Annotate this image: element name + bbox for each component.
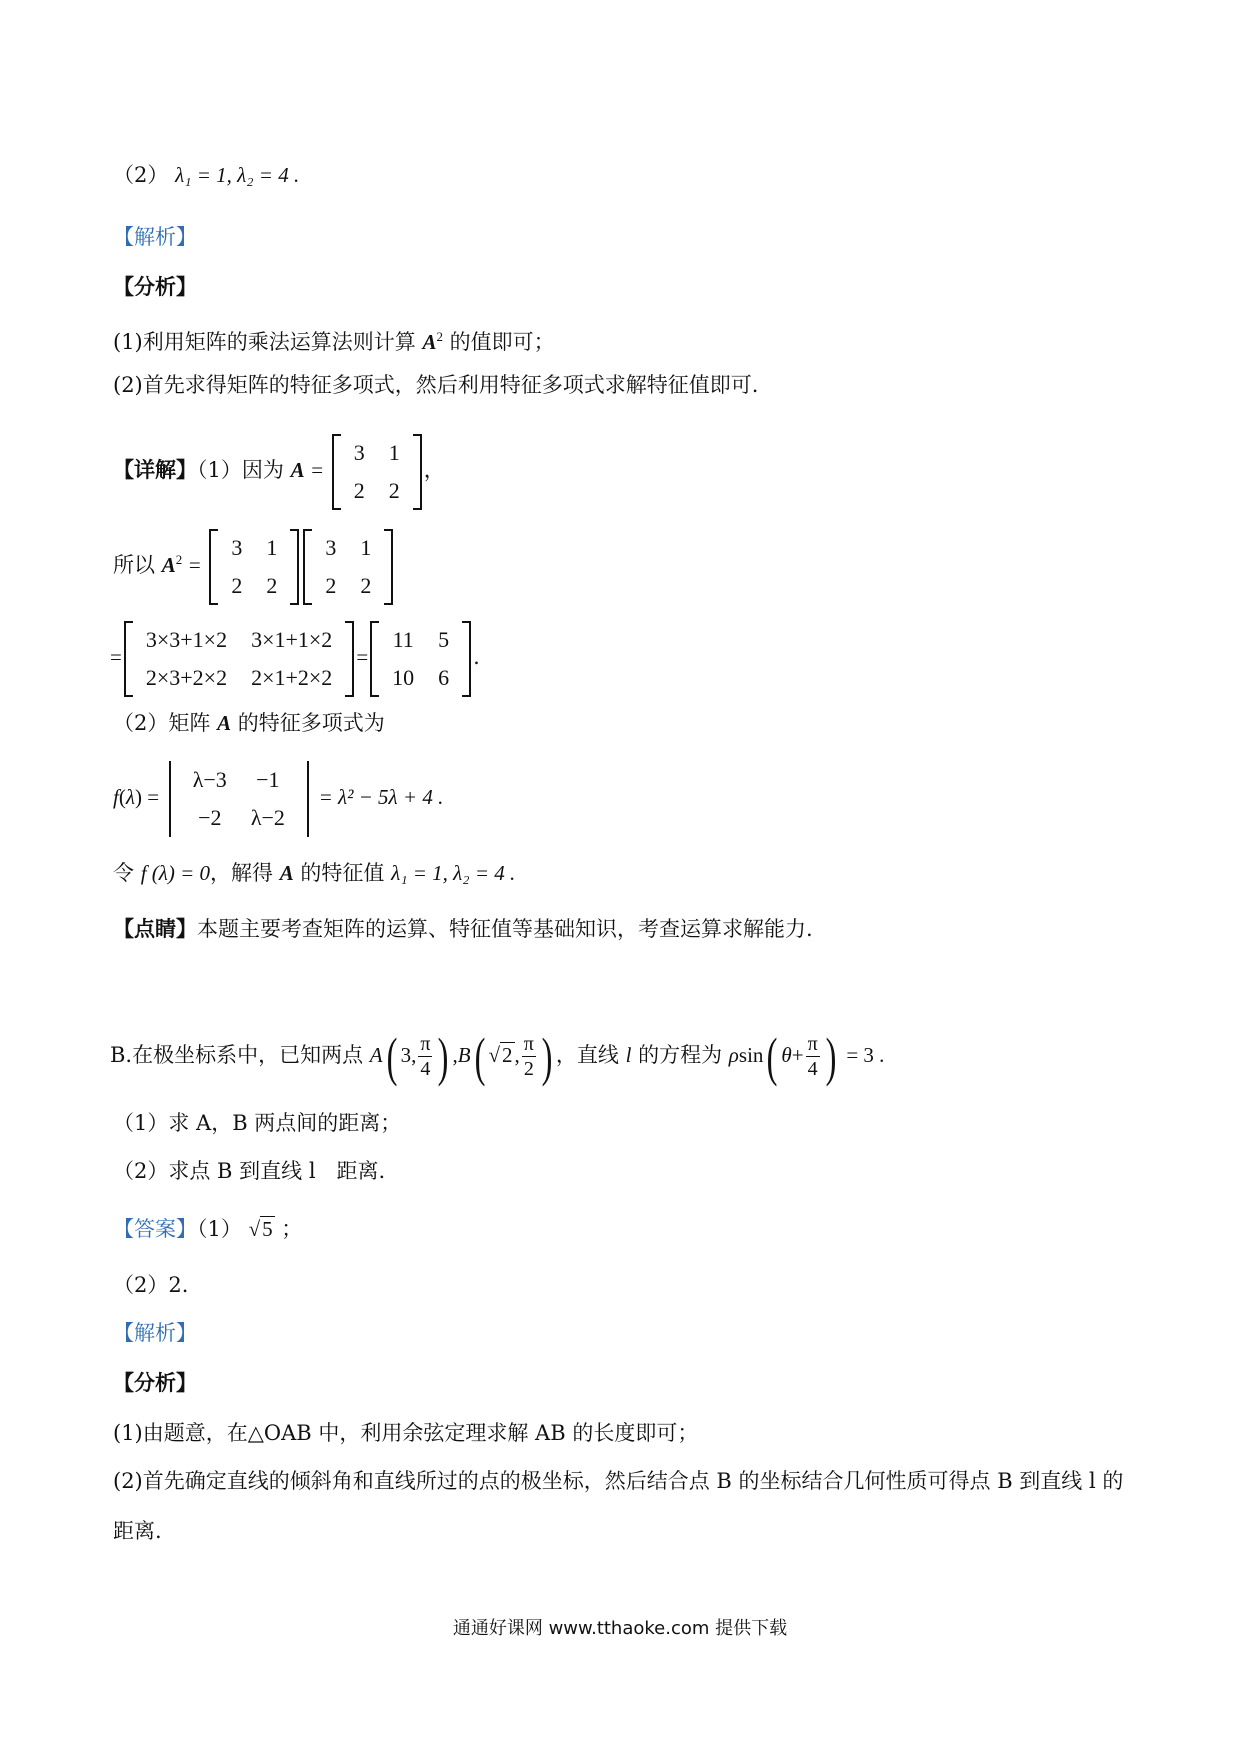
fenxi-line-1: (1)利用矩阵的乘法运算法则计算 $A^2$ 的值即可； [113,329,555,354]
matrix-A-symbol: A [422,330,437,354]
qb-sub1: （1）求 A，B 两点间的距离； [113,1111,402,1135]
matrix-product-expr: 3×3+1×2 3×1+1×2 2×3+2×2 2×1+2×2 [124,621,354,697]
page-footer: 通通好课网 www.tthaoke.com 提供下载 [452,1618,788,1639]
dianjing-label: 【点睛】 [113,916,197,941]
qb-fenxi-2-cont: 距离. [113,1519,162,1543]
char-poly-rhs: = λ² − 5λ + 4 . [318,785,444,809]
part2-line: （2）矩阵 A 的特征多项式为 [113,711,385,735]
qb-fenxi-2: (2)首先确定直线的倾斜角和直线所过的点的极坐标，然后结合点 B 的坐标结合几何性质可得点 B 到直线 l 的 [113,1469,1124,1493]
qb-stem: B.在极坐标系中，已知两点 A( 3, $\frac{\pi}{4}$ ) ,B( √2, $\frac{\pi}{2}$ ) ，直线 l 的方程为 ρsin( θ+ $\frac{\pi}{4}$ ) = 3 . [110,1026,885,1087]
answer-part2: （2） λ₁ = 1, λ₂ = 4 . [113,163,300,187]
qb-sub2: （2）求点 B 到直线 l 距离. [113,1159,386,1183]
determinant: λ−3 −1 −2 λ−2 [169,761,309,837]
matrix-A-right: 3 1 2 2 [303,529,393,605]
qb-fenxi-label: 【分析】 [113,1370,197,1395]
matrix-A-left: 3 1 2 2 [209,529,299,605]
daan-label: 【答案】 [113,1217,197,1241]
matrix-product-value: 11 5 10 6 [370,621,471,697]
dianjing-line: 【点睛】本题主要考查矩阵的运算、特征值等基础知识，考查运算求解能力. [113,916,813,941]
fenxi-line-2: (2)首先求得矩阵的特征多项式，然后利用特征多项式求解特征值即可. [113,373,759,397]
ling-line: 令 f (λ) = 0，解得 A 的特征值 λ₁ = 1, λ₂ = 4 . [113,861,516,885]
xiangjie-line: 【详解】（1）因为 A = 3 1 2 2 ， [113,428,445,512]
answer-part2-math: λ₁ = 1, λ₂ = 4 . [175,163,300,187]
qb-jiexi-label: 【解析】 [113,1321,197,1345]
product-line: = 3×3+1×2 3×1+1×2 2×3+2×2 2×1+2×2 = 11 5 10 6 . [110,612,480,702]
sqrt5: √5 [248,1217,273,1241]
char-poly-line: f(λ) = λ−3 −1 −2 λ−2 = λ² − 5λ + 4 . [113,752,443,842]
xiangjie-label: 【详解】 [113,457,197,482]
jiexi-label: 【解析】 [113,225,197,249]
fenxi-label: 【分析】 [113,274,197,299]
qb-daan2: （2）2. [113,1273,189,1297]
suoyi-line: 所以 $A^2$ = 3 1 2 2 3 1 2 2 [113,515,395,610]
qb-fenxi-1: (1)由题意，在△OAB 中，利用余弦定理求解 AB 的长度即可； [113,1421,699,1445]
qb-daan: 【答案】（1） √5 ； [113,1217,303,1241]
matrix-A: 3 1 2 2 [332,434,422,510]
